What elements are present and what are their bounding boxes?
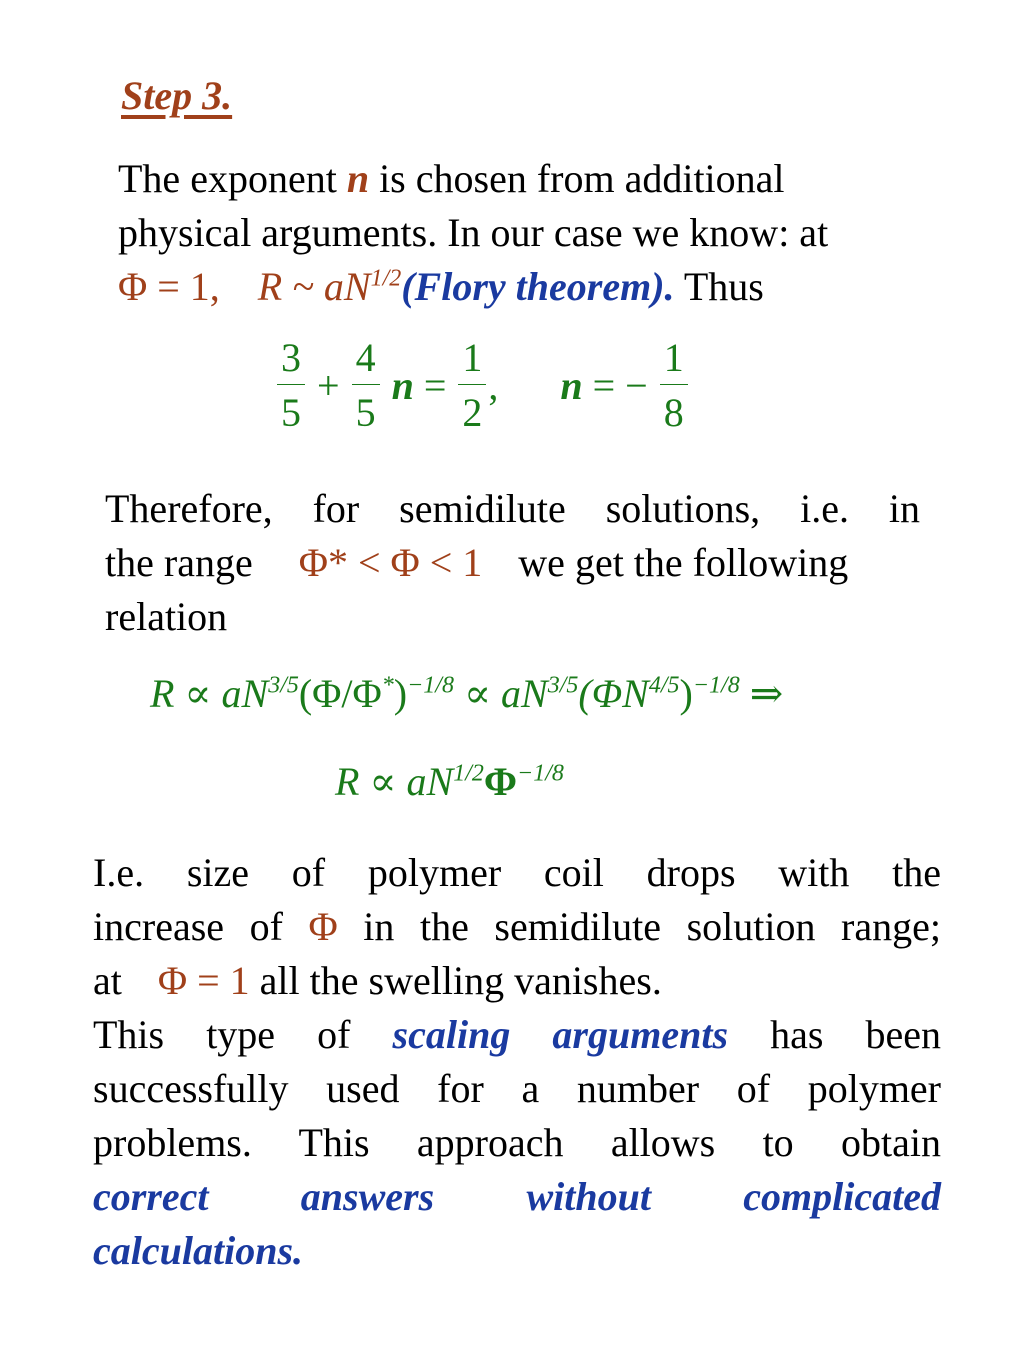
paragraph-semidilute xyxy=(105,482,920,644)
fraction-4-5: $\frac{4}{5}$ xyxy=(352,338,380,433)
phi-equals-one-2: Φ = 1 xyxy=(157,958,250,1003)
semidilute-line-2: the range Φ* < Φ < 1 we get the following xyxy=(105,540,849,585)
step-title: Step 3. xyxy=(121,73,233,118)
coil-line-2: increase of Φ in the semidilute solution range; xyxy=(93,904,941,949)
equation-result: $R \propto aN^{1/2}\Phi^{-1/8}$ xyxy=(335,759,564,804)
flory-theorem: (Flory theorem). xyxy=(401,264,675,309)
paragraph-scaling xyxy=(93,1008,941,1278)
scaling-line-3: problems. This approach allows to obtain xyxy=(93,1120,941,1165)
flory-relation: R ~ $aN^{1/2}$ xyxy=(257,264,402,309)
fraction-3-5: $\frac{3}{5}$ xyxy=(277,338,305,433)
equation-exponent: $\frac{3}{5}$ + $\frac{4}{5}$ n = $\frac{1}{2}$ , n = − $\frac{1}{8}$ xyxy=(275,338,690,433)
fraction-1-2: $\frac{1}{2}$ xyxy=(458,338,486,433)
semidilute-line-3: relation xyxy=(105,594,228,639)
coil-line-3: at Φ = 1 all the swelling vanishes. xyxy=(93,958,662,1003)
phi-equals-one: Φ = 1, xyxy=(118,264,220,309)
intro-line-1: The exponent n is chosen from additional xyxy=(118,156,785,201)
exponent-n: n xyxy=(346,156,370,201)
equation-proportionality: $R \propto aN^{3/5}(\Phi/\Phi^*)^{-1/8} \propto aN^{3/5}(\Phi N^{4/5})^{-1/8}$ ⇒ xyxy=(150,671,784,716)
scaling-line-1: This type of scaling arguments has been xyxy=(93,1012,941,1057)
intro-line-2: physical arguments. In our case we know: at xyxy=(118,210,829,255)
range-expression: Φ* < Φ < 1 xyxy=(298,540,483,585)
semidilute-line-1: Therefore, for semidilute solutions, i.e. in xyxy=(105,486,920,531)
scaling-line-2: successfully used for a number of polymer xyxy=(93,1066,941,1111)
scaling-line-4: correct answers without complicated xyxy=(93,1174,941,1219)
scaling-arguments: scaling arguments xyxy=(392,1012,729,1057)
scaling-line-5: calculations. xyxy=(93,1228,304,1273)
coil-line-1: I.e. size of polymer coil drops with the xyxy=(93,850,941,895)
intro-line-3: Φ = 1, R ~ $aN^{1/2}(Flory$ theorem). Thus xyxy=(118,264,764,309)
paragraph-intro xyxy=(118,152,938,314)
fraction-1-8: $\frac{1}{8}$ xyxy=(660,338,688,433)
paragraph-coil-size xyxy=(93,846,941,1008)
